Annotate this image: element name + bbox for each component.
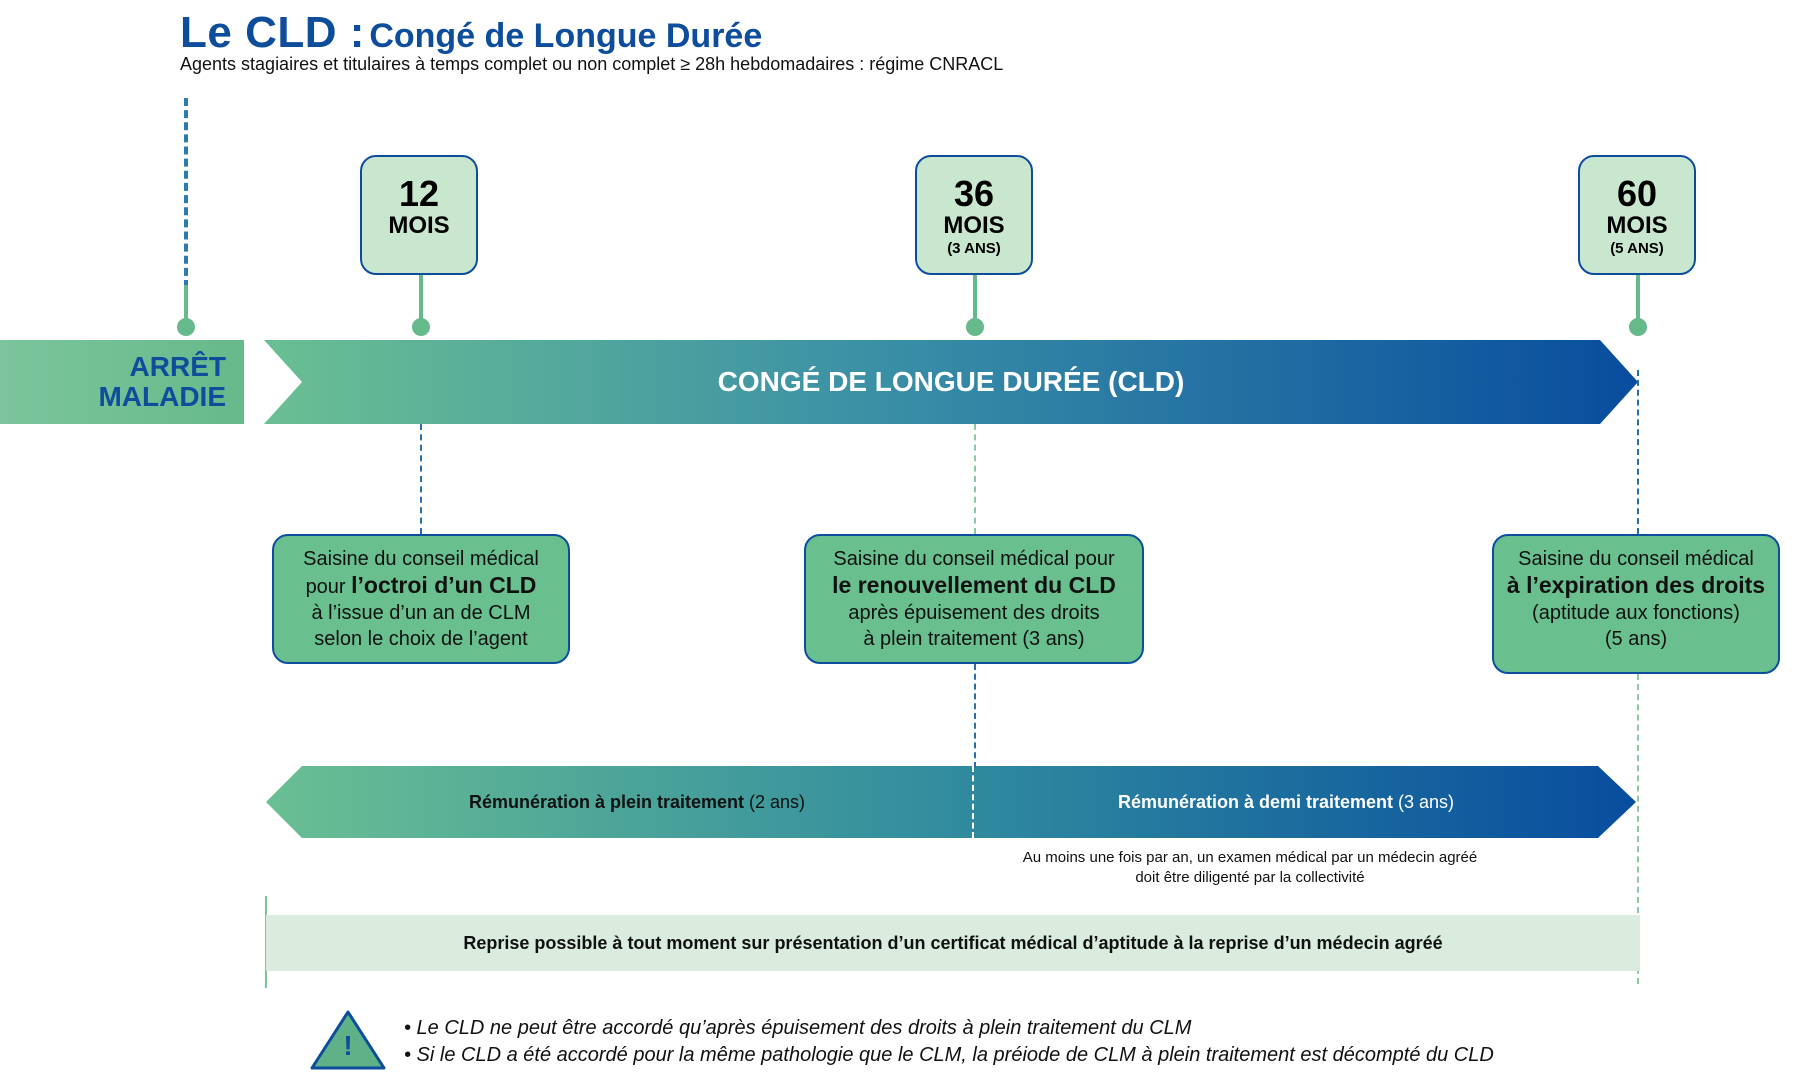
milestone-36-mois: 36 MOIS (3 ANS) (915, 155, 1033, 275)
milestone-dot (966, 318, 984, 336)
milestone-60-mois: 60 MOIS (5 ANS) (1578, 155, 1696, 275)
warning-notes: • Le CLD ne peut être accordé qu’après épuisement des droits à plein traitement du CLM • Si le CLD a été accordé pour la même pathologie que le CLM, la préiode de CLM à plein traitement est décompté du CLD (404, 1017, 1494, 1066)
milestone-12-mois: 12 MOIS (360, 155, 478, 275)
arret-maladie-block: ARRÊT MALADIE (0, 340, 244, 424)
connector-36-bottom (974, 664, 976, 768)
page-title: Le CLD : Congé de Longue Durée (180, 8, 763, 57)
remuneration-demi-label: Rémunération à demi traitement (3 ans) (1117, 792, 1455, 812)
milestone-stem (419, 275, 423, 321)
milestone-dot (1629, 318, 1647, 336)
info-expiration-droits: Saisine du conseil médical à l’expiration des droits (aptitude aux fonctions) (5 ans) (1492, 534, 1780, 674)
connector-60-top (1637, 370, 1639, 534)
cld-band-label: CONGÉ DE LONGUE DURÉE (CLD) (717, 366, 1185, 397)
connector-36-top (974, 424, 976, 534)
exam-note: Au moins une fois par an, un examen médical par un médecin agréé doit être diligenté par la collectivité (1022, 849, 1478, 886)
reprise-note: Reprise possible à tout moment sur présentation d’un certificat médical d’aptitude à la reprise d’un médecin agréé (266, 915, 1640, 971)
connector-12 (420, 424, 422, 534)
warning-icon-symbol: ! (343, 1030, 353, 1061)
page-subtitle: Agents stagiaires et titulaires à temps complet ou non complet ≥ 28h hebdomadaires : régime CNRACL (180, 54, 1004, 74)
info-octroi-cld: Saisine du conseil médical pour l’octroi d’un CLD à l’issue d’un an de CLM selon le choix de l’agent (272, 534, 570, 664)
remuneration-plein-label: Rémunération à plein traitement (2 ans) (468, 792, 806, 812)
milestone-dot (412, 318, 430, 336)
milestone-stem (1636, 275, 1640, 321)
info-renouvellement-cld: Saisine du conseil médical pour le renouvellement du CLD après épuisement des droits à plein traitement (3 ans) (804, 534, 1144, 664)
milestone-stem (973, 275, 977, 321)
